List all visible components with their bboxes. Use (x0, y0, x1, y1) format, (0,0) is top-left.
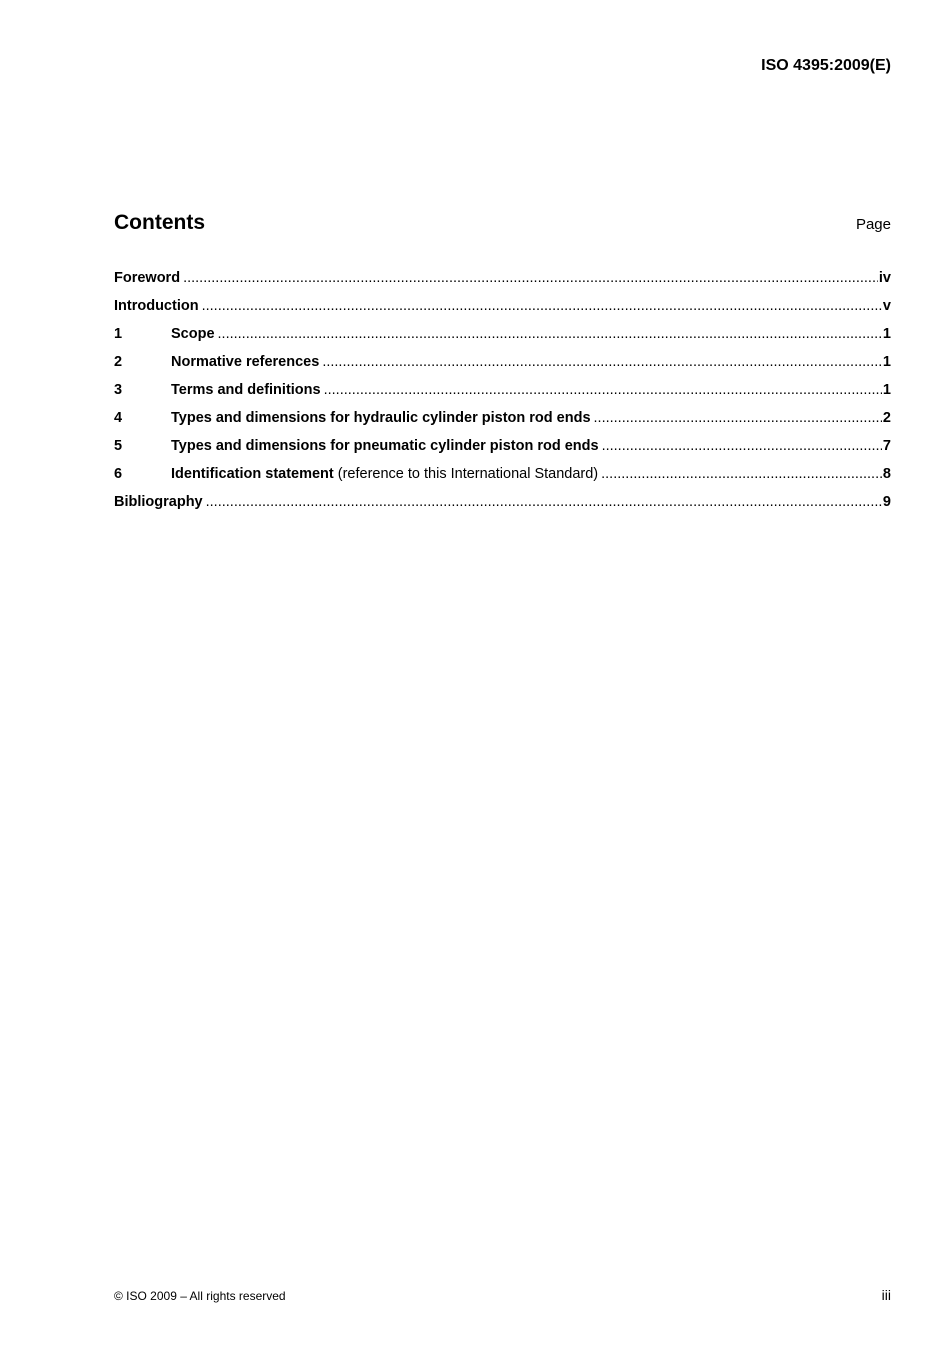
dot-leader (602, 436, 882, 456)
toc-entry-title: Foreword (114, 270, 181, 286)
dot-leader (183, 268, 878, 288)
toc-entry-title: Types and dimensions for hydraulic cylinder piston rod ends (171, 410, 591, 426)
toc-entry-number: 1 (114, 326, 123, 342)
toc-entry-title: Normative references (171, 354, 320, 370)
page-footer (114, 1286, 891, 1306)
toc-entry-foreword[interactable] (114, 268, 891, 296)
toc-entry-page: 2 (882, 410, 891, 426)
toc-entry-bibliography[interactable] (114, 492, 891, 520)
toc-entry-number: 3 (114, 382, 123, 398)
toc-entry-page: iv (878, 270, 891, 286)
dot-leader (594, 408, 882, 428)
toc-entry-title: Identification statement (171, 466, 334, 482)
toc-entry-title: Scope (171, 326, 215, 342)
toc-entry-page: 7 (882, 438, 891, 454)
toc-entry-title-note: (reference to this International Standard) (333, 466, 599, 482)
dot-leader (601, 464, 882, 484)
toc-entry-title: Introduction (114, 298, 199, 314)
toc-entry-page: v (882, 298, 891, 314)
dot-leader (202, 296, 882, 316)
toc-entry-number: 5 (114, 438, 123, 454)
toc-entry-title: Bibliography (114, 494, 203, 510)
dot-leader (218, 324, 882, 344)
toc-entry-page: 1 (882, 354, 891, 370)
dot-leader (322, 352, 882, 372)
toc-entry-normative-references[interactable] (114, 352, 891, 380)
toc-entry-page: 9 (882, 494, 891, 510)
toc-entry-introduction[interactable] (114, 296, 891, 324)
toc-entry-title: Terms and definitions (171, 382, 321, 398)
toc-entry-page: 1 (882, 326, 891, 342)
toc-entry-scope[interactable] (114, 324, 891, 352)
dot-leader (206, 492, 882, 512)
toc-entry-identification-statement[interactable] (114, 464, 891, 492)
toc-entry-number: 4 (114, 410, 123, 426)
page-number: iii (881, 1287, 891, 1303)
copyright-notice: © ISO 2009 – All rights reserved (114, 1289, 286, 1303)
contents-title: Contents (114, 211, 205, 234)
toc-entry-hydraulic-rod-ends[interactable] (114, 408, 891, 436)
table-of-contents (114, 268, 891, 520)
dot-leader (324, 380, 882, 400)
toc-entry-page: 1 (882, 382, 891, 398)
toc-entry-number: 2 (114, 354, 123, 370)
toc-entry-number: 6 (114, 466, 123, 482)
toc-entry-page: 8 (882, 466, 891, 482)
toc-entry-terms-and-definitions[interactable] (114, 380, 891, 408)
toc-entry-title: Types and dimensions for pneumatic cylinder piston rod ends (171, 438, 599, 454)
contents-header (114, 210, 891, 238)
page-column-label: Page (855, 216, 891, 233)
document-reference: ISO 4395:2009(E) (761, 57, 891, 74)
toc-entry-pneumatic-rod-ends[interactable] (114, 436, 891, 464)
